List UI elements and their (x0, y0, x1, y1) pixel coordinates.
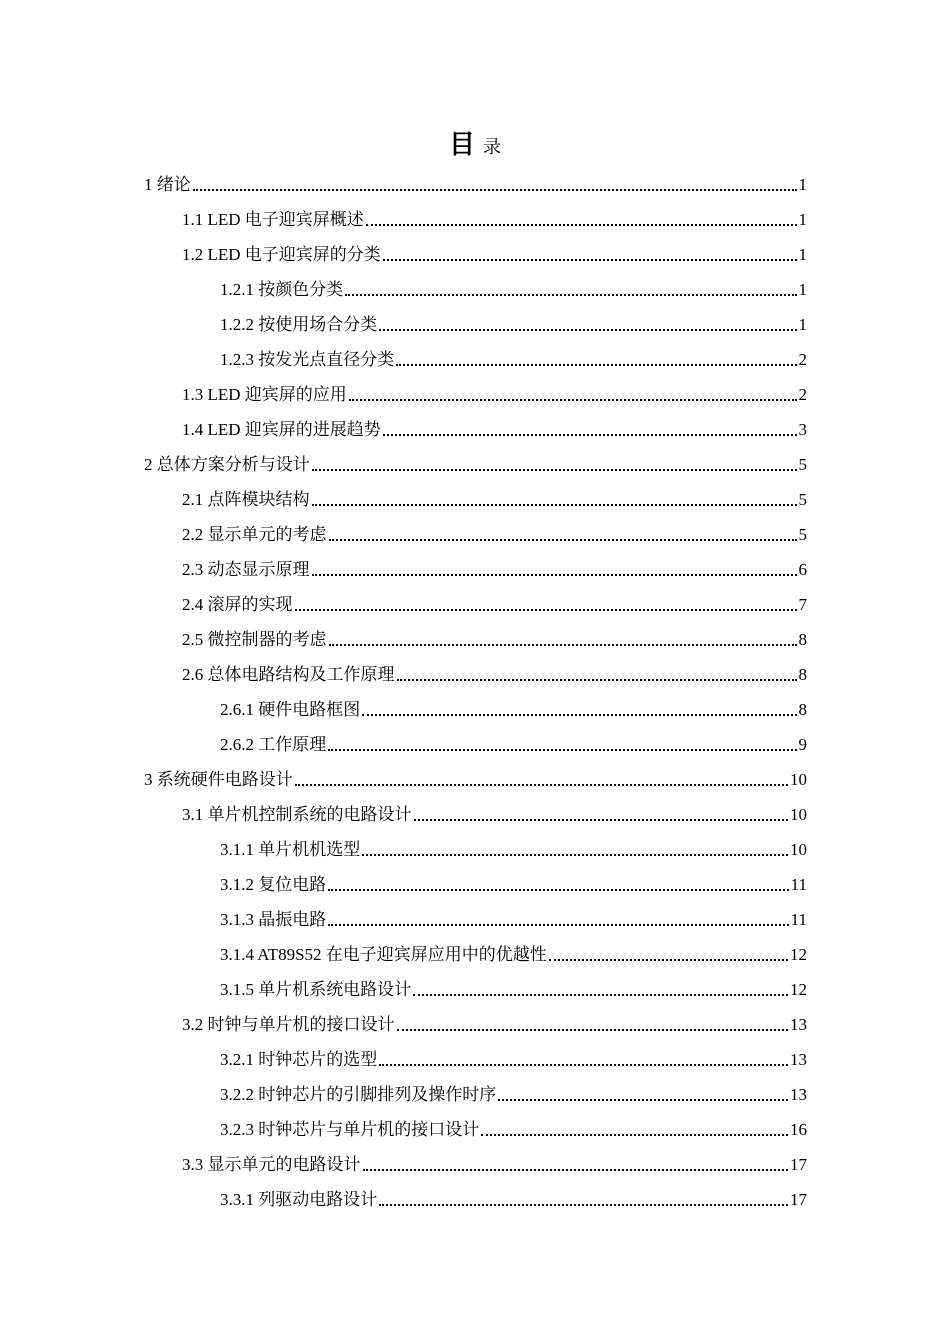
toc-entry[interactable] (220, 895, 807, 930)
toc-entry-label: 2.2 显示单元的考虑 (182, 525, 327, 544)
dot-leader (295, 784, 788, 786)
toc-entry-label: 1.3 LED 迎宾屏的应用 (182, 385, 347, 404)
toc-entry-page: 2 (798, 385, 807, 404)
toc-entry-page: 11 (790, 875, 807, 894)
toc-entry-page: 8 (798, 700, 807, 719)
toc-entry-page: 13 (790, 1050, 807, 1069)
toc-entry-label: 1 绪论 (144, 175, 191, 194)
dot-leader (498, 1099, 788, 1101)
toc-entry-page: 8 (798, 665, 807, 684)
toc-entry-page: 17 (790, 1190, 807, 1209)
toc-entry[interactable] (220, 685, 807, 720)
toc-entry[interactable] (182, 195, 807, 230)
toc-entry[interactable] (220, 1105, 807, 1140)
toc-entry-label: 2.1 点阵模块结构 (182, 490, 310, 509)
toc-entry-label: 3.1 单片机控制系统的电路设计 (182, 805, 412, 824)
toc-entry-label: 1.2.3 按发光点直径分类 (220, 350, 395, 369)
toc-entry[interactable] (144, 440, 807, 475)
toc-entry-label: 2 总体方案分析与设计 (144, 455, 310, 474)
toc-entry-label: 1.4 LED 迎宾屏的进展趋势 (182, 420, 381, 439)
dot-leader (362, 854, 788, 856)
toc-entry-label: 2.6.2 工作原理 (220, 735, 327, 754)
dot-leader (383, 434, 797, 436)
toc-entry-page: 8 (798, 630, 807, 649)
dot-leader (379, 1064, 788, 1066)
dot-leader (397, 1029, 789, 1031)
dot-leader (328, 924, 788, 926)
dot-leader (379, 1204, 788, 1206)
toc-entry[interactable] (182, 580, 807, 615)
dot-leader (345, 294, 796, 296)
dot-leader (413, 994, 788, 996)
toc-entry[interactable] (182, 370, 807, 405)
dot-leader (363, 1169, 789, 1171)
toc-entry[interactable] (182, 545, 807, 580)
toc-entry-page: 1 (798, 315, 807, 334)
toc-entry-page: 1 (798, 245, 807, 264)
toc-entry[interactable] (182, 615, 807, 650)
toc-title-sub: 录 (483, 137, 501, 158)
dot-leader (481, 1134, 788, 1136)
toc-entry-page: 13 (790, 1085, 807, 1104)
toc-entry-label: 3.3.1 列驱动电路设计 (220, 1190, 378, 1209)
toc-entry-page: 9 (798, 735, 807, 754)
toc-entry-page: 5 (798, 525, 807, 544)
toc-entry-label: 3.1.3 晶振电路 (220, 910, 327, 929)
toc-entry[interactable] (182, 1000, 807, 1035)
toc-entry[interactable] (220, 720, 807, 755)
toc-entry-label: 3.2.2 时钟芯片的引脚排列及操作时序 (220, 1085, 497, 1104)
toc-entry-label: 3.2.1 时钟芯片的选型 (220, 1050, 378, 1069)
toc-entry[interactable] (220, 930, 807, 965)
toc-entry-page: 17 (790, 1155, 807, 1174)
toc-entry[interactable] (220, 825, 807, 860)
dot-leader (193, 189, 797, 191)
dot-leader (414, 819, 789, 821)
toc-entry-label: 3.3 显示单元的电路设计 (182, 1155, 361, 1174)
toc-entry-label: 3.2 时钟与单片机的接口设计 (182, 1015, 395, 1034)
toc-entry-page: 5 (798, 490, 807, 509)
toc-entry-label: 3.1.5 单片机系统电路设计 (220, 980, 412, 999)
toc-entry-label: 3.1.4 AT89S52 在电子迎宾屏应用中的优越性 (220, 945, 547, 964)
toc-entry-page: 10 (790, 770, 807, 789)
toc-entry[interactable] (220, 965, 807, 1000)
toc-entry[interactable] (220, 1070, 807, 1105)
toc-entry[interactable] (220, 300, 807, 335)
toc-entry-label: 2.4 滚屏的实现 (182, 595, 293, 614)
dot-leader (366, 224, 797, 226)
dot-leader (362, 714, 796, 716)
toc-entry[interactable] (182, 475, 807, 510)
toc-entry-page: 11 (790, 910, 807, 929)
dot-leader (396, 364, 796, 366)
toc-entry-label: 3.1.1 单片机机选型 (220, 840, 361, 859)
toc-entry[interactable] (220, 1175, 807, 1210)
toc-entry-page: 5 (798, 455, 807, 474)
toc-entry-page: 2 (798, 350, 807, 369)
toc-entry-label: 3 系统硬件电路设计 (144, 770, 293, 789)
toc-entry[interactable] (144, 160, 807, 195)
toc-entry-label: 1.2.1 按颜色分类 (220, 280, 344, 299)
dot-leader (549, 959, 788, 961)
toc-entry-label: 1.2 LED 电子迎宾屏的分类 (182, 245, 381, 264)
toc-entry-page: 1 (798, 210, 807, 229)
toc-entry[interactable] (220, 860, 807, 895)
dot-leader (397, 679, 797, 681)
toc-entry[interactable] (182, 1140, 807, 1175)
toc-entry-label: 2.3 动态显示原理 (182, 560, 310, 579)
toc-entry-page: 13 (790, 1015, 807, 1034)
toc-entry-label: 1.1 LED 电子迎宾屏概述 (182, 210, 364, 229)
dot-leader (329, 644, 797, 646)
toc-entry[interactable] (220, 1035, 807, 1070)
dot-leader (312, 469, 797, 471)
dot-leader (328, 889, 788, 891)
toc-entry-label: 2.6 总体电路结构及工作原理 (182, 665, 395, 684)
toc-title-main: 目 (448, 130, 475, 160)
dot-leader (349, 399, 797, 401)
toc-entry-page: 12 (790, 945, 807, 964)
dot-leader (328, 749, 796, 751)
toc-title (0, 124, 950, 161)
toc-entry[interactable] (182, 790, 807, 825)
dot-leader (383, 259, 797, 261)
toc-entry-page: 3 (798, 420, 807, 439)
dot-leader (312, 504, 797, 506)
toc-entry-page: 10 (790, 805, 807, 824)
toc-entry[interactable] (182, 510, 807, 545)
toc-entry-label: 3.1.2 复位电路 (220, 875, 327, 894)
toc-entry-page: 10 (790, 840, 807, 859)
toc-entry-label: 2.6.1 硬件电路框图 (220, 700, 361, 719)
toc-entry-label: 2.5 微控制器的考虑 (182, 630, 327, 649)
toc-entry-page: 1 (798, 175, 807, 194)
toc-entry-page: 1 (798, 280, 807, 299)
toc-entry[interactable] (220, 265, 807, 300)
toc-entry-page: 6 (798, 560, 807, 579)
toc-entry[interactable] (144, 755, 807, 790)
toc-entry-label: 1.2.2 按使用场合分类 (220, 315, 378, 334)
dot-leader (312, 574, 797, 576)
dot-leader (295, 609, 797, 611)
toc-entry-label: 3.2.3 时钟芯片与单片机的接口设计 (220, 1120, 480, 1139)
dot-leader (329, 539, 797, 541)
dot-leader (379, 329, 796, 331)
toc-entry[interactable] (182, 230, 807, 265)
toc-entry[interactable] (182, 650, 807, 685)
toc-entry[interactable] (182, 405, 807, 440)
toc-entry-page: 16 (790, 1120, 807, 1139)
toc-entry[interactable] (220, 335, 807, 370)
toc-entry-page: 12 (790, 980, 807, 999)
toc-entry-page: 7 (798, 595, 807, 614)
